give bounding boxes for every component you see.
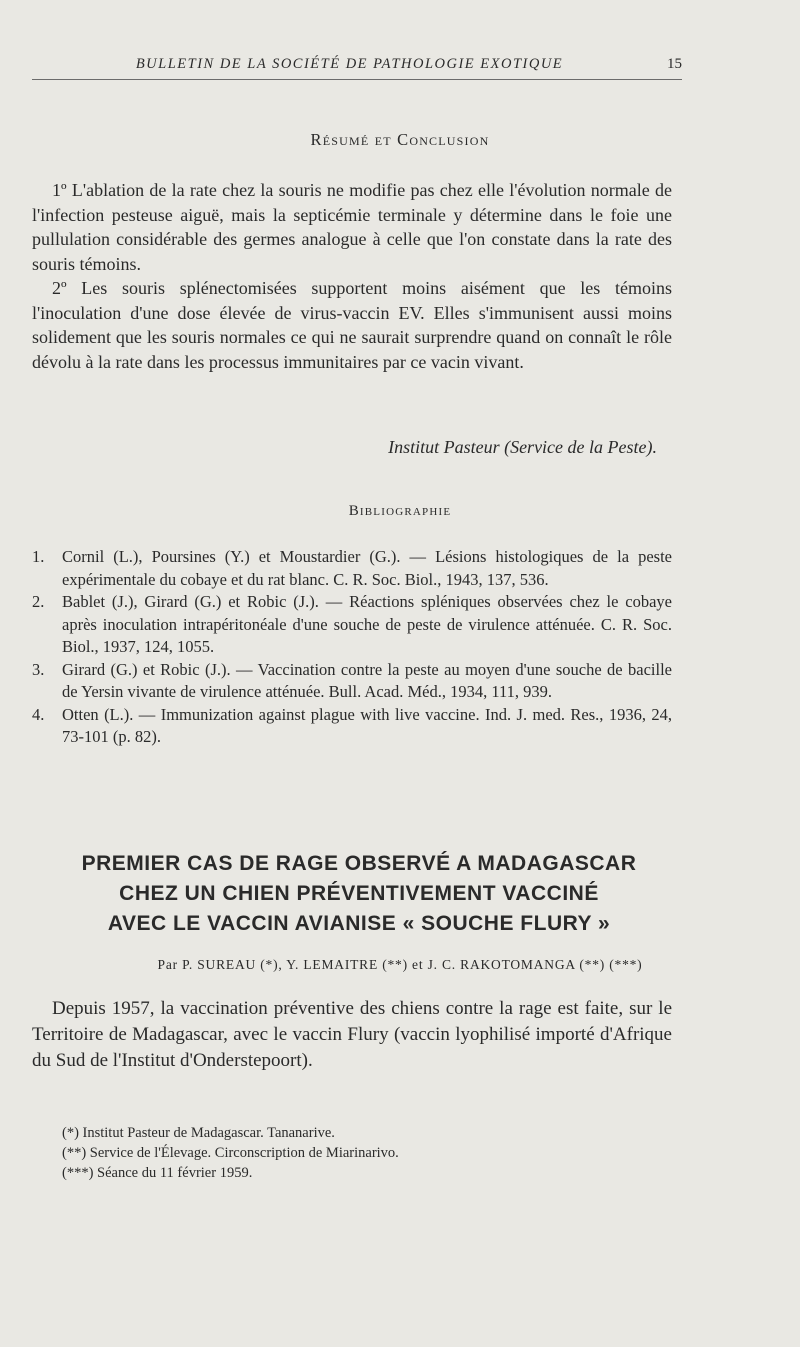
- reference-text: Cornil (L.), Poursines (Y.) et Moustardier (G.). — Lésions histologiques de la peste expérimentale du cobaye et du rat blanc. C. R. Soc. Biol., 1943, 137, 536.: [62, 547, 672, 589]
- reference-item: [32, 659, 672, 704]
- reference-item: [32, 591, 672, 659]
- article-title: [0, 849, 718, 939]
- resume-body: [32, 178, 672, 374]
- reference-number: 1.: [32, 547, 45, 566]
- reference-list: [32, 546, 672, 749]
- resume-paragraph-2: 2º Les souris splénectomisées supportent moins aisément que les témoins l'inoculation d'une dose élevée de virus-vaccin EV. Elles s'immunisent aussi moins solidement que les souris normales ce qui ne saurait surprendre quand on connaît le rôle dévolu à la rate dans les processus immunitaires par ce vacin vivant.: [32, 278, 672, 372]
- article-title-line: CHEZ UN CHIEN PRÉVENTIVEMENT VACCINÉ: [119, 882, 599, 905]
- article-paragraph: Depuis 1957, la vaccination préventive des chiens contre la rage est faite, sur le Territoire de Madagascar, avec le vaccin Flury (vaccin lyophilisé importé d'Afrique du Sud de l'Institut d'Onderstepoort).: [32, 998, 672, 1071]
- article-title-line: PREMIER CAS DE RAGE OBSERVÉ A MADAGASCAR: [81, 852, 637, 875]
- reference-number: 4.: [32, 704, 45, 724]
- running-header: [32, 56, 682, 80]
- footnote: (*) Institut Pasteur de Madagascar. Tananarive.: [62, 1125, 335, 1141]
- bibliography-heading: Bibliographie: [348, 503, 452, 519]
- resume-heading: Résumé et Conclusion: [310, 130, 490, 149]
- reference-text: Bablet (J.), Girard (G.) et Robic (J.). — Réactions spléniques observées chez le cobaye après inoculation intrapéritonéale d'une souche de peste de virulence atténuée. C. R. Soc. Biol., 1937, 124, 1055.: [62, 592, 672, 656]
- article-title-line: AVEC LE VACCIN AVIANISE « SOUCHE FLURY »: [107, 912, 611, 935]
- footnote: (***) Séance du 11 février 1959.: [62, 1165, 253, 1181]
- article-body: [32, 996, 672, 1074]
- footnote: (**) Service de l'Élevage. Circonscription de Miarinarivo.: [62, 1145, 399, 1161]
- reference-text: Otten (L.). — Immunization against plague with live vaccine. Ind. J. med. Res., 1936, 24, 73-101 (p. 82).: [62, 704, 672, 746]
- reference-number: 2.: [32, 592, 45, 611]
- footnote-list: [62, 1123, 672, 1183]
- institution-affiliation: Institut Pasteur (Service de la Peste).: [388, 437, 657, 457]
- reference-item: [32, 546, 672, 591]
- page-number: 15: [667, 56, 682, 72]
- article-authors: Par P. SUREAU (*), Y. LEMAITRE (**) et J. C. RAKOTOMANGA (**) (***): [157, 957, 643, 972]
- reference-number: 3.: [32, 659, 45, 679]
- resume-paragraph-1: 1º L'ablation de la rate chez la souris ne modifie pas chez elle l'évolution normale de l'infection pesteuse aiguë, mais la septicémie terminale y détermine dans le foie une pullulation considérable des germes analogue à celle que l'on constate dans la rate des souris témoins.: [32, 180, 672, 274]
- journal-title: BULLETIN DE LA SOCIÉTÉ DE PATHOLOGIE EXOTIQUE: [135, 56, 564, 72]
- reference-item: [32, 704, 672, 749]
- reference-text: Girard (G.) et Robic (J.). — Vaccination contre la peste au moyen d'une souche de bacille de Yersin vivante de virulence atténuée. Bull. Acad. Méd., 1934, 111, 939.: [62, 659, 672, 701]
